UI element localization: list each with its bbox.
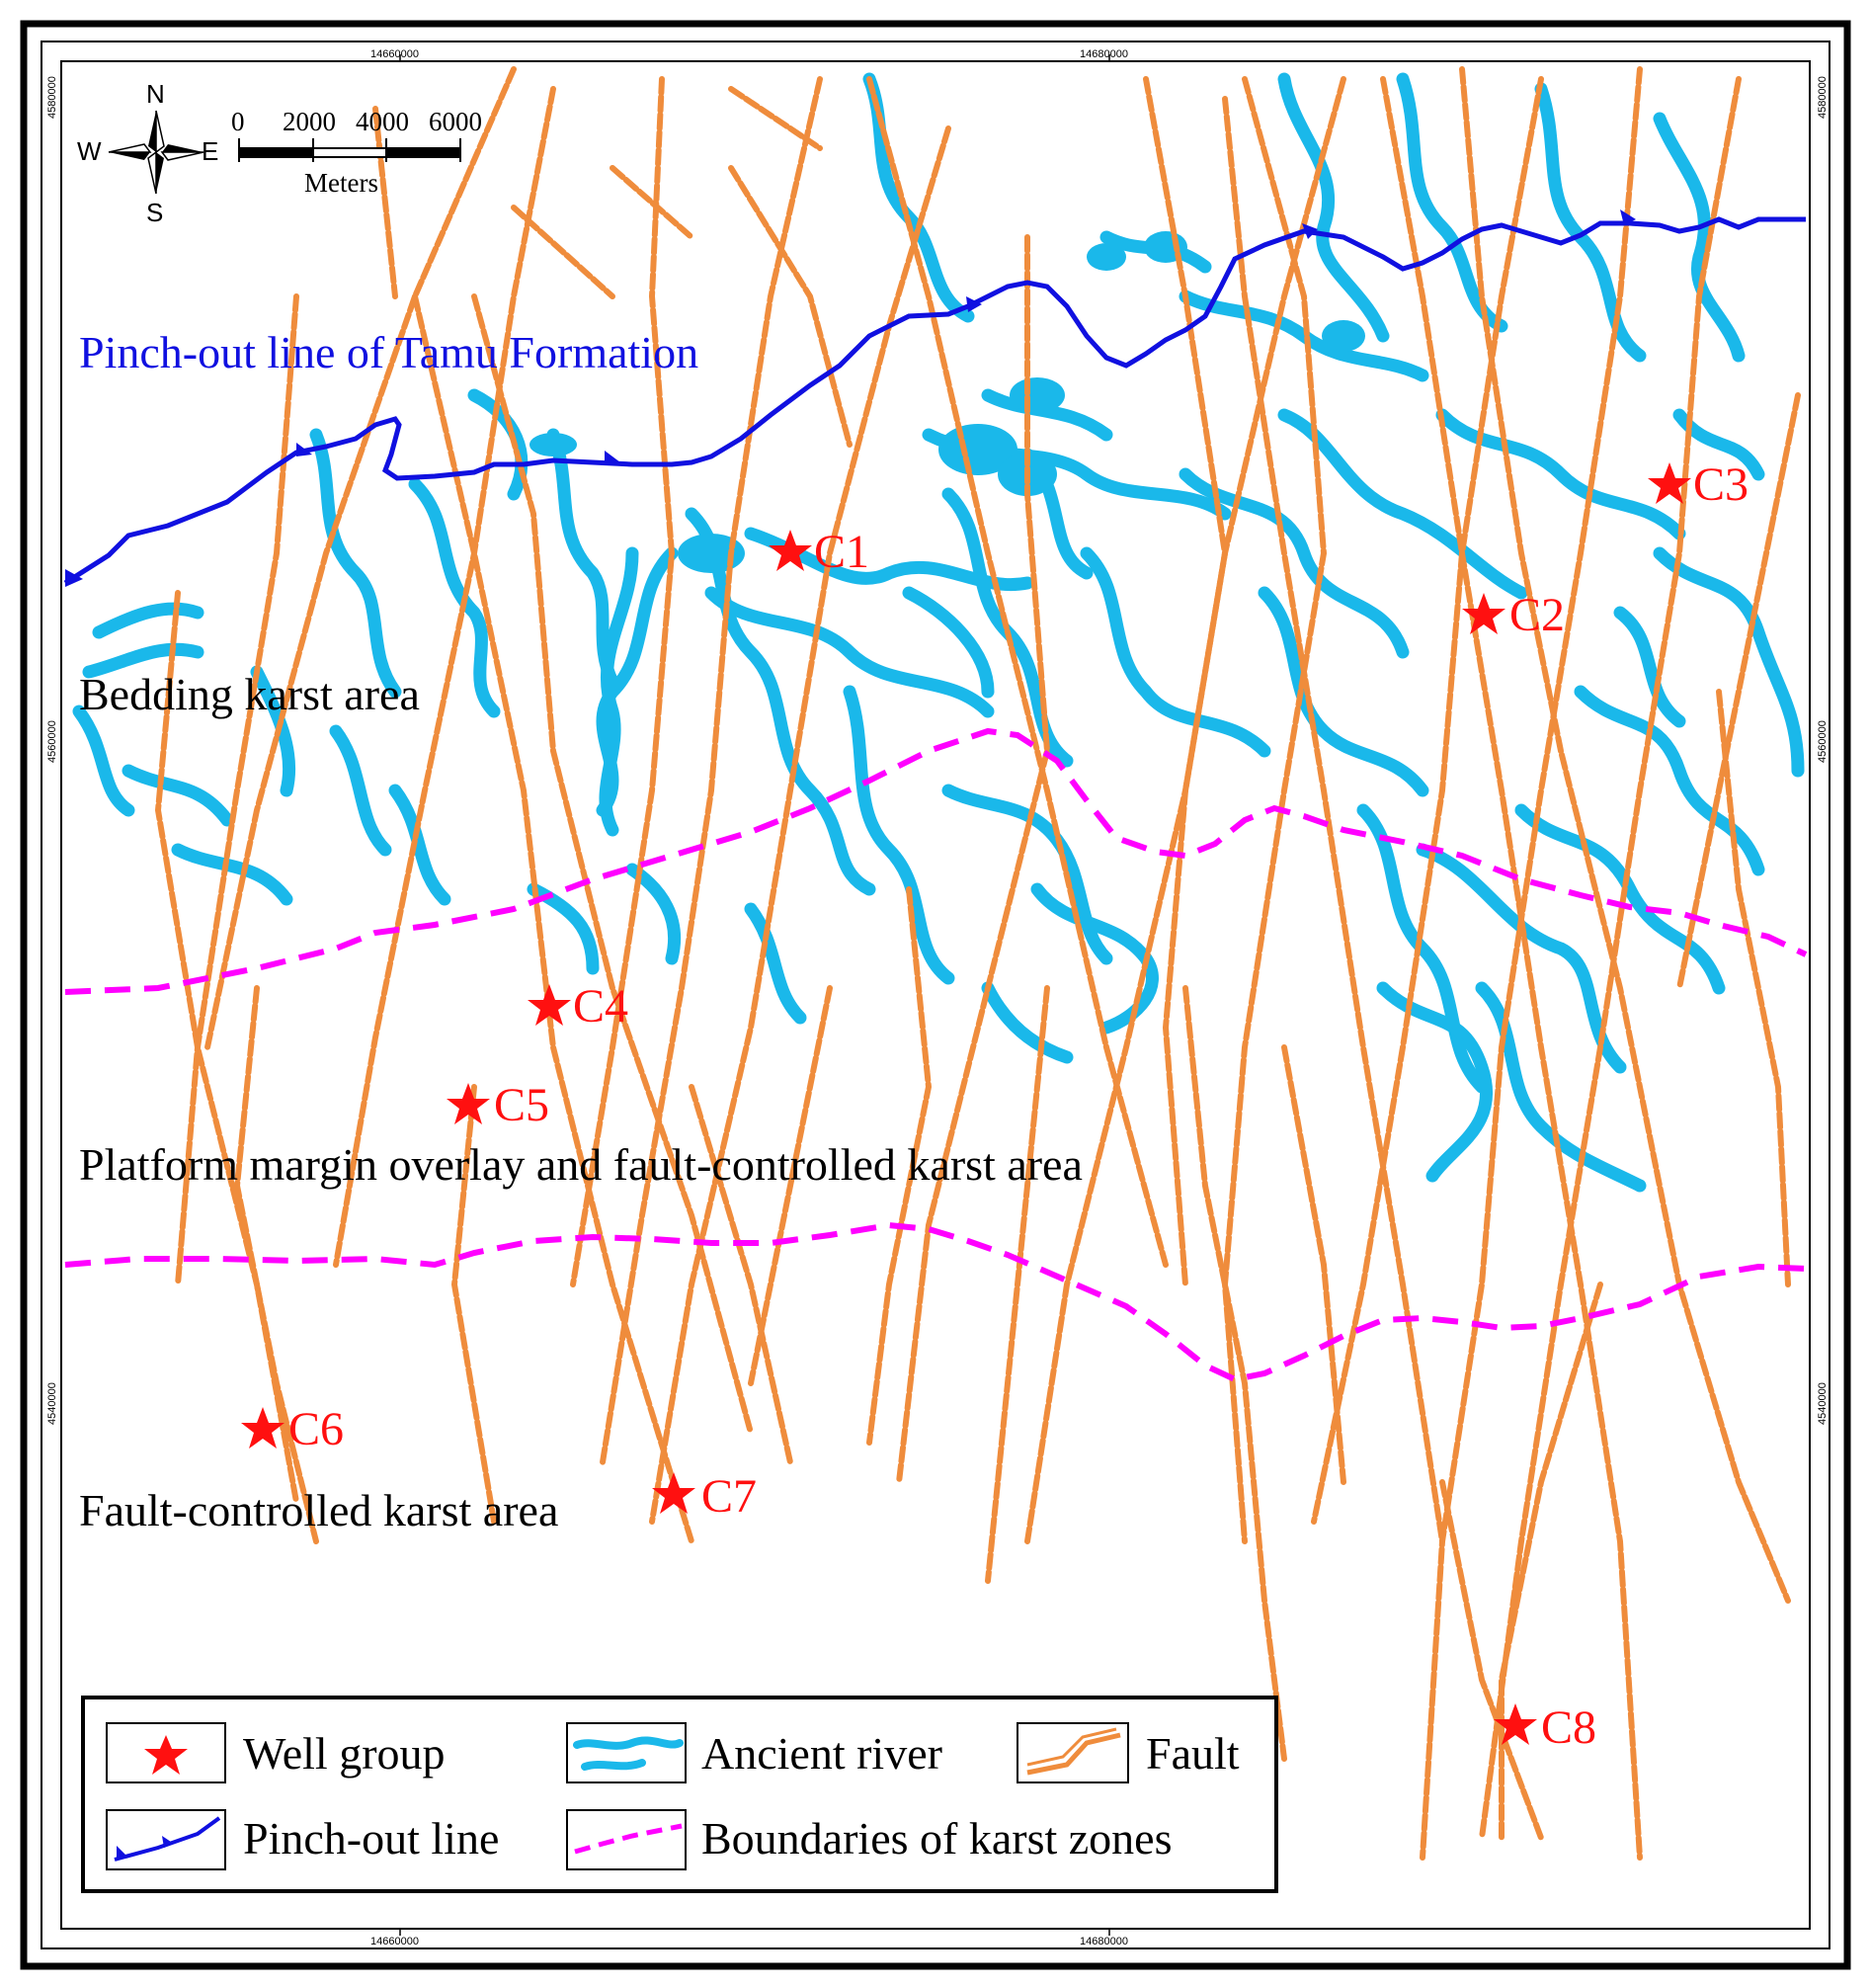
compass-rose-icon	[109, 111, 203, 194]
scale-bar	[231, 107, 482, 198]
well-label: C1	[814, 526, 870, 578]
well-label: C6	[288, 1403, 345, 1455]
y-coord-right-2: 4560000	[1817, 720, 1829, 763]
scale-tick-0: 0	[231, 107, 245, 136]
karst-boundary-south	[65, 1225, 1806, 1379]
zone-label-bedding: Bedding karst area	[79, 669, 420, 719]
well-label: C8	[1541, 1701, 1597, 1754]
x-coord-bottom-1: 14660000	[370, 1936, 419, 1947]
compass-w: W	[77, 136, 102, 166]
legend-item-pinch-out	[107, 1810, 499, 1869]
pinch-out-label: Pinch-out line of Tamu Formation	[79, 327, 699, 377]
well-c7	[652, 1470, 757, 1523]
legend-item-fault	[1017, 1723, 1240, 1782]
well-c1	[769, 526, 869, 578]
y-coord-right-1: 4580000	[1817, 76, 1829, 119]
x-coord-top-1: 14660000	[370, 48, 419, 60]
well-c4	[528, 980, 628, 1033]
legend-label: Fault	[1146, 1728, 1240, 1779]
well-label: C5	[494, 1079, 550, 1131]
y-coord-left-2: 4560000	[46, 720, 58, 763]
scale-tick-2000: 2000	[283, 107, 336, 136]
x-coord-bottom-2: 14680000	[1080, 1936, 1128, 1947]
legend-label: Ancient river	[701, 1728, 942, 1779]
legend	[83, 1698, 1276, 1891]
well-label: C4	[573, 980, 629, 1033]
legend-item-boundaries	[567, 1810, 1173, 1869]
zone-label-fault: Fault-controlled karst area	[79, 1485, 559, 1535]
y-coord-left-3: 4540000	[46, 1382, 58, 1425]
zone-label-platform: Platform margin overlay and fault-controlled karst area	[79, 1139, 1083, 1190]
well-label: C2	[1509, 589, 1566, 641]
scale-unit: Meters	[304, 168, 378, 198]
legend-label: Well group	[243, 1728, 446, 1779]
legend-item-ancient-river	[567, 1723, 942, 1782]
scale-tick-4000: 4000	[356, 107, 409, 136]
well-c5	[447, 1079, 549, 1131]
y-coord-right-3: 4540000	[1817, 1382, 1829, 1425]
y-coord-left-1: 4580000	[46, 76, 58, 119]
compass-s: S	[146, 198, 164, 227]
star-icon	[769, 530, 812, 571]
well-label: C7	[701, 1470, 758, 1523]
legend-label: Pinch-out line	[243, 1813, 500, 1864]
well-label: C3	[1693, 458, 1749, 511]
north-arrow	[77, 79, 218, 227]
well-c6	[241, 1403, 344, 1455]
scale-tick-6000: 6000	[429, 107, 482, 136]
x-coord-top-2: 14680000	[1080, 48, 1128, 60]
legend-label: Boundaries of karst zones	[701, 1813, 1173, 1864]
compass-e: E	[202, 136, 219, 166]
well-c3	[1648, 458, 1749, 511]
legend-item-well-group	[107, 1723, 446, 1782]
compass-n: N	[146, 79, 165, 109]
